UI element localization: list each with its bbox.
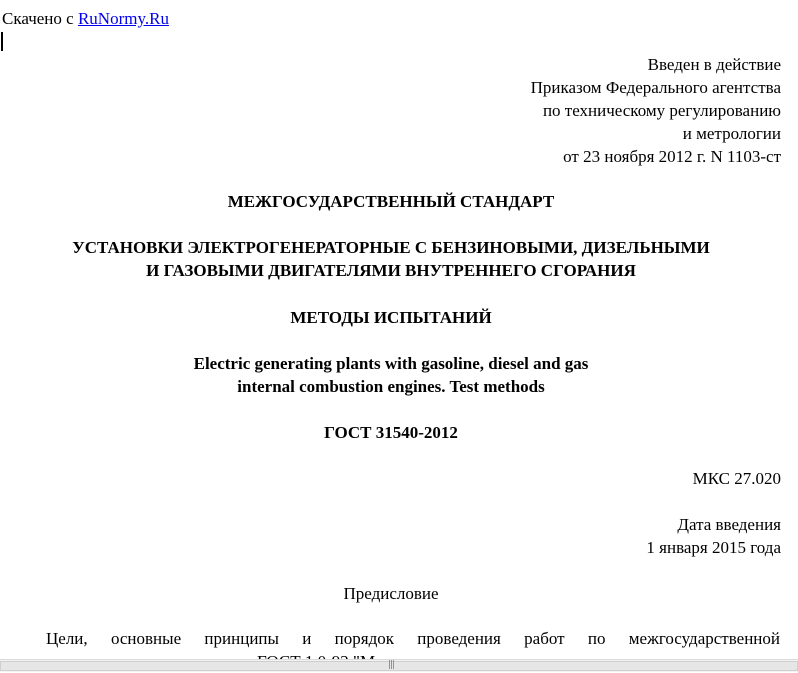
standard-type-heading: МЕЖГОСУДАРСТВЕННЫЙ СТАНДАРТ	[227, 192, 555, 211]
text-cursor	[1, 32, 3, 51]
enactment-block	[531, 53, 781, 168]
enactment-line: Введен в действие	[647, 55, 781, 74]
effective-date-label: Дата введения	[677, 515, 781, 534]
effective-date-value: 1 января 2015 года	[646, 538, 781, 557]
enactment-line: по техническому регулированию	[542, 101, 781, 120]
enactment-line: от 23 ноября 2012 г. N 1103-ст	[563, 147, 781, 166]
scrollbar-grip-icon: |||	[388, 660, 395, 670]
english-title-line1: Electric generating plants with gasoline, diesel and gas	[193, 354, 589, 373]
document-title-line1: УСТАНОВКИ ЭЛЕКТРОГЕНЕРАТОРНЫЕ С БЕНЗИНОВЫМИ, ДИЗЕЛЬНЫМИ	[72, 238, 710, 257]
document-title-line2: И ГАЗОВЫМИ ДВИГАТЕЛЯМИ ВНУТРЕННЕГО СГОРАНИЯ	[146, 261, 636, 280]
document-subtitle: МЕТОДЫ ИСПЫТАНИЙ	[290, 308, 492, 327]
preface-paragraph-line: Цели, основные принципы и порядок проведения работ по межгосударственной	[46, 629, 780, 648]
enactment-line: и метрологии	[682, 124, 781, 143]
download-source-line	[2, 7, 169, 30]
scrollbar-thumb[interactable]	[0, 661, 798, 671]
mks-code: МКС 27.020	[692, 469, 781, 488]
enactment-line: Приказом Федерального агентства	[530, 78, 781, 97]
preface-title: Предисловие	[343, 584, 439, 603]
runormy-link[interactable]: RuNormy.Ru	[77, 9, 169, 28]
gost-number: ГОСТ 31540-2012	[324, 423, 458, 442]
horizontal-scrollbar[interactable]	[0, 659, 798, 672]
download-source-prefix: Скачено с	[2, 9, 78, 28]
english-title-line2: internal combustion engines. Test methods	[237, 377, 545, 396]
